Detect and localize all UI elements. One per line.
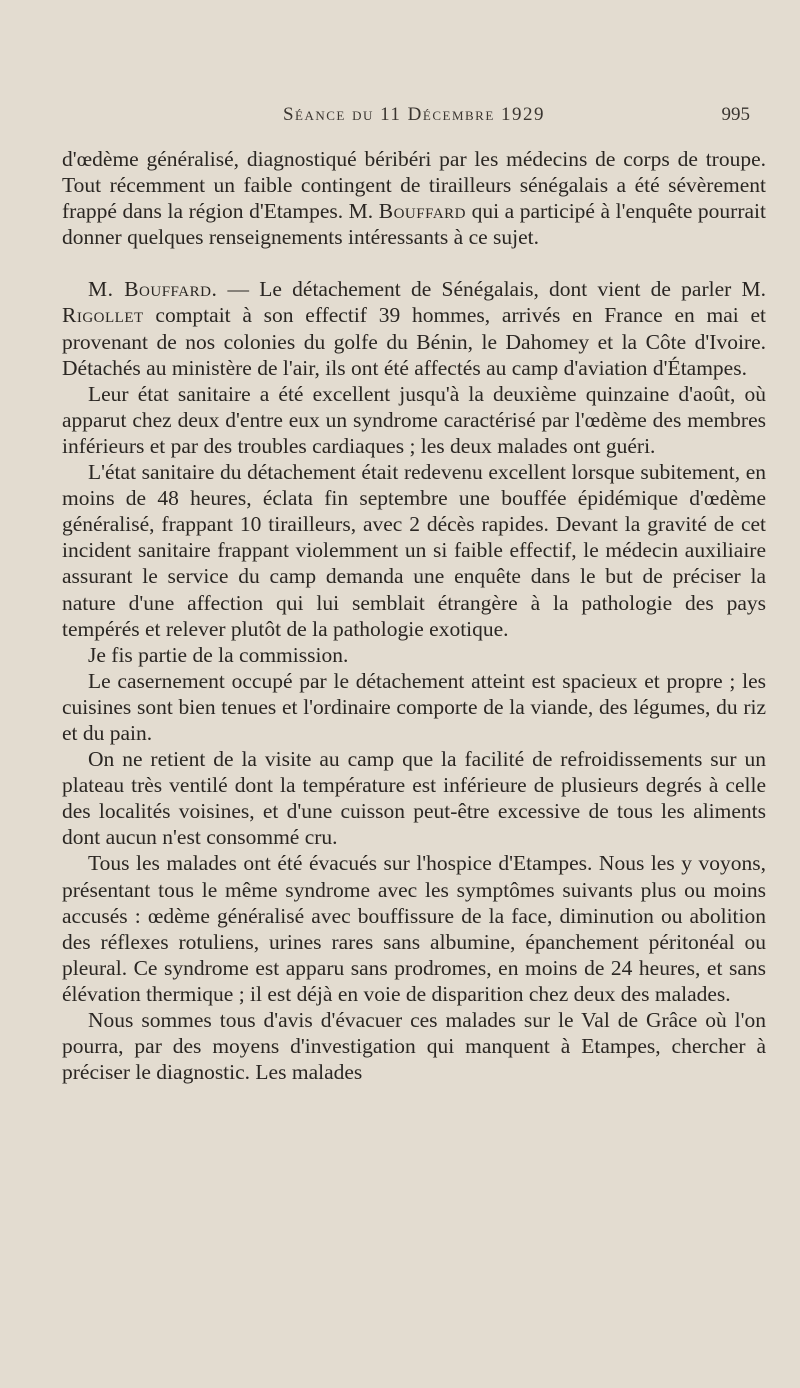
person-name-rigollet: Rigollet <box>62 303 144 328</box>
paragraph-1 <box>62 276 766 380</box>
paragraph-0 <box>62 146 766 250</box>
paragraph-7: Tous les malades ont été évacués sur l'hospice d'Etampes. Nous les y voyons, présentant tous le même syndrome avec les symptômes suivants plus ou moins accusés : œdème généralisé avec bouffissure de la face, diminution ou abolition des réflexes rotuliens, urines rares sans albumine, épanchement péritonéal ou pleural. Ce syndrome est apparu sans prodromes, en moins de 24 heures, et sans élévation thermique ; il est déjà en voie de disparition chez deux des malades. <box>62 851 766 1006</box>
paragraph-4: Je fis partie de la commission. <box>88 642 349 667</box>
paragraph-3: L'état sanitaire du détachement était redevenu excellent lorsque subitement, en moins de 48 heures, éclata fin septembre une bouffée épidémique d'œdème généralisé, frappant 10 tirailleurs, avec 2 décès rapides. Devant la gravité de cet incident sanitaire frappant violemment un si faible effectif, le médecin auxiliaire assurant le service du camp demanda une enquête dans le but de préciser la nature d'une affection qui lui semblait étrangère à la pathologie des pays tempérés et relever plutôt de la pathologie exotique. <box>62 460 766 641</box>
paragraph-6: On ne retient de la visite au camp que la facilité de refroidissements sur un plateau très ventilé dont la température est inférieure de plusieurs degrés à celle des localités voisines, et d'une cuisson peut-être excessive de tous les aliments dont aucun n'est consommé cru. <box>62 747 766 850</box>
paragraph-8: Nous sommes tous d'avis d'évacuer ces malades sur le Val de Grâce où l'on pourra, par des moyens d'investigation qui manquent à Etampes, chercher à préciser le diagnostic. Les malades <box>62 1008 766 1085</box>
speaker-name: M. Bouffard. <box>88 277 218 302</box>
paragraph-5: Le casernement occupé par le détachement atteint est spacieux et propre ; les cuisines sont bien tenues et l'ordinaire comporte de la viande, des légumes, du riz et du pain. <box>62 668 766 745</box>
paragraph-2: Leur état sanitaire a été excellent jusqu'à la deuxième quinzaine d'août, où apparut chez deux d'entre eux un syndrome caractérisé par l'œdème des membres inférieurs et par des troubles cardiaques ; les deux malades ont guéri. <box>62 381 766 458</box>
paragraph-0-rest: qui a participé à l'enquête pourrait donner quelques renseignements intéressants à ce sujet. <box>62 199 766 250</box>
person-name-bouffard: Bouffard <box>378 199 466 224</box>
paragraph-0-text: d'œdème généralisé, diagnostiqué béribéri par les médecins de corps de troupe. Tout récemment un faible contingent de tirailleurs sénégalais a été sévèrement frappé dans la région d'Etampes. M. <box>62 147 766 224</box>
paragraph-1-text-b: comptait à son effectif 39 hommes, arrivés en France en mai et provenant de nos colonies du golfe du Bénin, le Dahomey et la Côte d'Ivoire. Détachés au ministère de l'air, ils ont été affectés au camp d'aviation d'Étampes. <box>62 303 766 380</box>
page-number: 995 <box>721 104 750 125</box>
body-text <box>62 146 766 1085</box>
running-title: Séance du 11 Décembre 1929 <box>282 104 546 125</box>
running-head <box>62 104 766 134</box>
paragraph-1-text-a: — Le détachement de Sénégalais, dont vient de parler M. <box>227 277 766 302</box>
